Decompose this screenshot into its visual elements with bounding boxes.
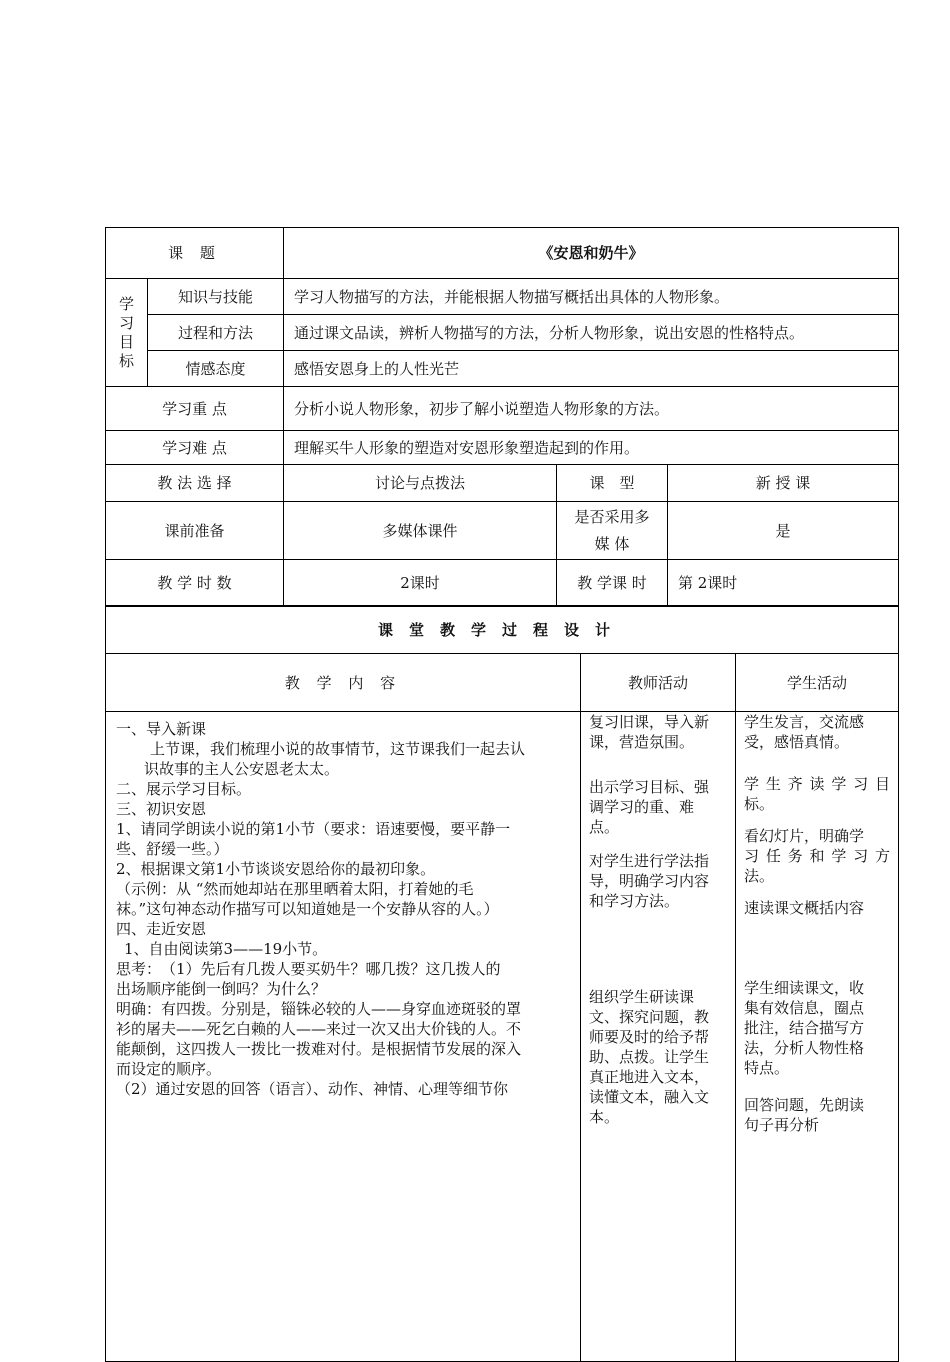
column-header-student: 学生活动 <box>736 654 899 712</box>
content-line: 思考： （1）先后有几拨人要买奶牛？哪几拨？这几拨人的 <box>116 960 501 978</box>
method-label: 教 法 选 择 <box>106 465 284 502</box>
student-activity-line: 回答问题，先朗读 <box>744 1096 865 1114</box>
prep-value: 多媒体课件 <box>284 502 557 560</box>
multimedia-label: 是否采用多 媒 体 <box>557 502 668 560</box>
column-header-teacher: 教师活动 <box>581 654 736 712</box>
content-line: 衫的屠夫——死乞白赖的人——来过一次又出大价钱的人。不 <box>116 1020 522 1038</box>
objective-label-knowledge: 知识与技能 <box>148 279 284 315</box>
difficulty-label: 学习难 点 <box>106 431 284 465</box>
type-label: 课 型 <box>557 465 668 502</box>
objective-text-emotion: 感悟安恩身上的人性光芒 <box>284 351 899 387</box>
student-activity-line: 习任务和学习方 <box>744 847 891 865</box>
content-line: 出场顺序能倒一倒吗？为什么？ <box>116 980 327 998</box>
content-line: 一、导入新课 <box>116 720 207 738</box>
content-line: 明确：有四拨。分别是，锱铢必较的人——身穿血迹斑驳的罩 <box>116 1000 522 1018</box>
teacher-activity-line: 真正地进入文本， <box>589 1068 710 1086</box>
student-activity-line: 学生细读课文，收 <box>744 979 865 997</box>
student-activity-line: 法，分析人物性格 <box>744 1039 865 1057</box>
subject-label: 课 题 <box>106 228 284 279</box>
process-title: 课堂教学过程设计 <box>106 606 899 654</box>
student-activity-line: 学生齐读学习目 <box>744 775 891 793</box>
content-line: 而设定的顺序。 <box>116 1060 222 1078</box>
student-activity-line: 集有效信息，圈点 <box>744 999 865 1017</box>
content-line: 2、根据课文第1小节谈谈安恩给你的最初印象。 <box>116 860 436 878</box>
content-line: 上节课，我们梳理小说的故事情节，这节课我们一起去认 <box>150 740 526 758</box>
column-header-content: 教 学 内 容 <box>106 654 581 712</box>
student-activity-line: 批注，结合描写方 <box>744 1019 865 1037</box>
objective-text-knowledge: 学习人物描写的方法，并能根据人物描写概括出具体的人物形象。 <box>284 279 899 315</box>
content-line: （示例：从 “然而她却站在那里晒着太阳，打着她的毛 <box>116 880 474 898</box>
teacher-activity-line: 复习旧课，导入新 <box>589 713 710 731</box>
prep-label: 课前准备 <box>106 502 284 560</box>
teaching-content <box>106 712 581 1362</box>
content-line: 些、舒缓一些。） <box>116 840 229 858</box>
teacher-activity-line: 读懂文本，融入文 <box>589 1088 710 1106</box>
content-line: 能颠倒，这四拨人一拨比一拨难对付。是根据情节发展的深入 <box>116 1040 522 1058</box>
content-line: 袜。”这句神态动作描写可以知道她是一个安静从容的人。） <box>116 900 499 918</box>
teacher-activity-line: 助、点拨。让学生 <box>589 1048 710 1066</box>
student-activity-line: 句子再分析 <box>744 1116 820 1134</box>
process-table <box>105 605 899 1362</box>
objective-text-process: 通过课文品读，辨析人物描写的方法，分析人物形象，说出安恩的性格特点。 <box>284 315 899 351</box>
teacher-activity-line: 师要及时的给予帮 <box>589 1028 710 1046</box>
content-line: （2）通过安恩的回答（语言）、动作、神情、心理等细节你 <box>116 1080 509 1098</box>
lesson-info-table <box>105 227 899 607</box>
objective-label-emotion: 情感态度 <box>148 351 284 387</box>
multimedia-value: 是 <box>668 502 899 560</box>
difficulty-text: 理解买牛人形象的塑造对安恩形象塑造起到的作用。 <box>284 431 899 465</box>
content-line: 识故事的主人公安恩老太太。 <box>144 760 340 778</box>
student-activity-line: 受，感悟真情。 <box>744 733 850 751</box>
teacher-activity-line: 组织学生研读课 <box>589 988 695 1006</box>
content-line: 二、展示学习目标。 <box>116 780 252 798</box>
teacher-activity-line: 点。 <box>589 818 620 836</box>
teacher-activity-line: 出示学习目标、强 <box>589 778 710 796</box>
student-activity-line: 特点。 <box>744 1059 790 1077</box>
content-line: 1、请同学朗读小说的第1小节（要求：语速要慢，要平静一 <box>116 820 511 838</box>
teacher-activity-line: 导，明确学习内容 <box>589 872 710 890</box>
teacher-activity-line: 文、探究问题，教 <box>589 1008 710 1026</box>
focus-text: 分析小说人物形象，初步了解小说塑造人物形象的方法。 <box>284 387 899 431</box>
objectives-group-label: 学 习 目 标 <box>106 279 148 387</box>
student-activity-line: 学生发言，交流感 <box>744 713 865 731</box>
teacher-activity-line: 本。 <box>589 1108 620 1126</box>
type-value: 新 授 课 <box>668 465 899 502</box>
content-line: 三、初识安恩 <box>116 800 207 818</box>
lesson-value: 第 2课时 <box>668 560 899 607</box>
content-line: 四、走近安恩 <box>116 920 207 938</box>
teacher-activities <box>581 712 736 1362</box>
teacher-activity-line: 课，营造氛围。 <box>589 733 695 751</box>
hours-label: 教 学 时 数 <box>106 560 284 607</box>
method-value: 讨论与点拨法 <box>284 465 557 502</box>
teacher-activity-line: 对学生进行学法指 <box>589 852 710 870</box>
content-line: 1、自由阅读第3——19小节。 <box>124 940 328 958</box>
student-activity-line: 速读课文概括内容 <box>744 899 865 917</box>
focus-label: 学习重 点 <box>106 387 284 431</box>
subject-title: 《安恩和奶牛》 <box>284 228 899 279</box>
objective-label-process: 过程和方法 <box>148 315 284 351</box>
teacher-activity-line: 调学习的重、难 <box>589 798 695 816</box>
student-activity-line: 看幻灯片，明确学 <box>744 827 865 845</box>
hours-value: 2课时 <box>284 560 557 607</box>
student-activity-line: 标。 <box>744 795 775 813</box>
student-activity-line: 法。 <box>744 867 775 885</box>
student-activities <box>736 712 899 1362</box>
lesson-label: 教 学课 时 <box>557 560 668 607</box>
teacher-activity-line: 和学习方法。 <box>589 892 680 910</box>
